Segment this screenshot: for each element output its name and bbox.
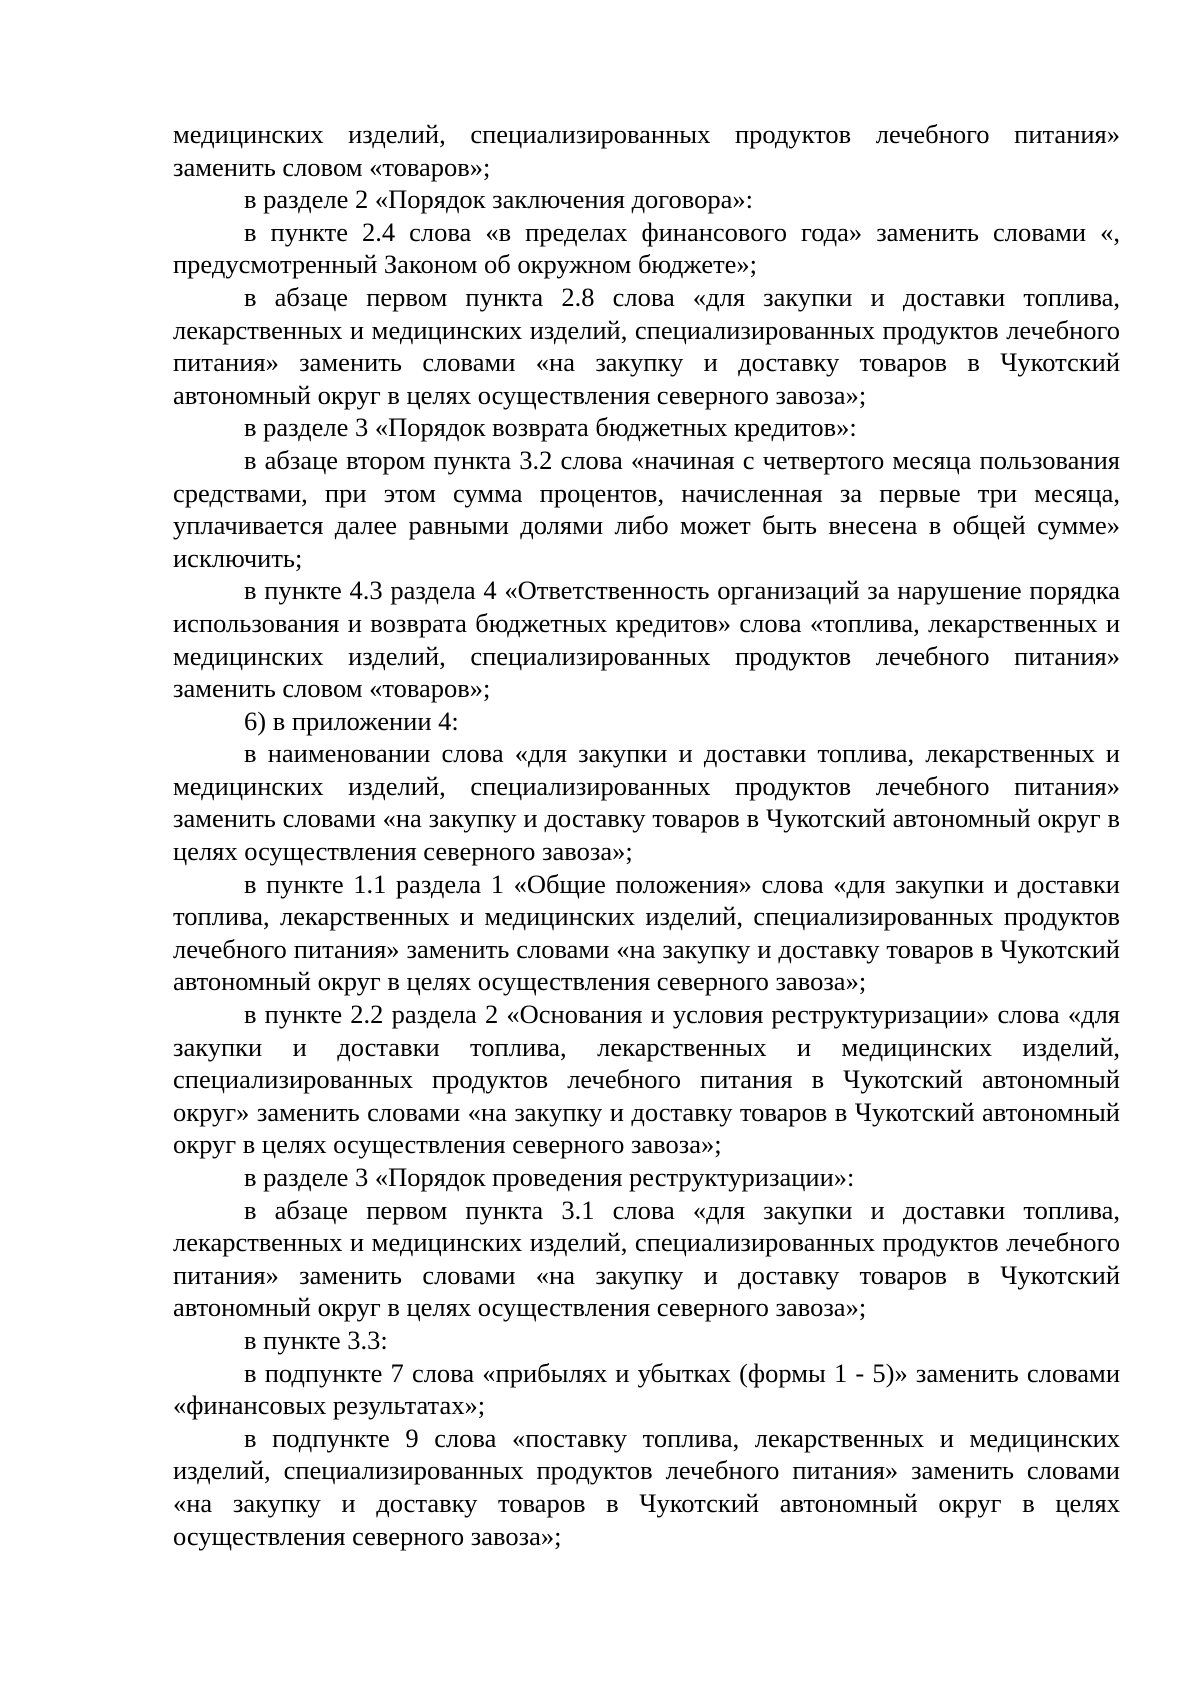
paragraph-point-4-3: в пункте 4.3 раздела 4 «Ответственность организаций за нарушение порядка использования и возврата бюджетных кредитов» слова «топлива, лекарственных и медицинских изделий, специализированных продуктов лечебного питания» заменить словом «товаров»; bbox=[173, 575, 1120, 704]
document-page bbox=[173, 118, 1120, 1552]
paragraph-point-1-1: в пункте 1.1 раздела 1 «Общие положения» слова «для закупки и доставки топлива, лекарственных и медицинских изделий, специализированных продуктов лечебного питания» заменить словами «на закупку и доставку товаров в Чукотский автономный округ в целях осуществления северного завоза»; bbox=[173, 868, 1120, 997]
paragraph-point-3-2: в абзаце втором пункта 3.2 слова «начиная с четвертого месяца пользования средствами, при этом сумма процентов, начисленная за первые три месяца, уплачивается далее равными долями либо может быть внесена в общей сумме» исключить; bbox=[173, 444, 1120, 573]
paragraph-point-2-8: в абзаце первом пункта 2.8 слова «для закупки и доставки топлива, лекарственных и медицинских изделий, специализированных продуктов лечебного питания» заменить словами «на закупку и доставку товаров в Чукотский автономный округ в целях осуществления северного завоза»; bbox=[173, 281, 1120, 410]
paragraph-subpoint-7: в подпункте 7 слова «прибылях и убытках (формы 1 - 5)» заменить словами «финансовых результатах»; bbox=[173, 1357, 1120, 1421]
paragraph-section-3-restructuring: в разделе 3 «Порядок проведения реструктуризации»: bbox=[244, 1162, 855, 1192]
paragraph-appendix-4: 6) в приложении 4: bbox=[244, 705, 459, 736]
paragraph-appendix-4-title: в наименовании слова «для закупки и доставки топлива, лекарственных и медицинских изделий, специализированных продуктов лечебного питания» заменить словами «на закупку и доставку товаров в Чукотский автономный округ в целях осуществления северного завоза»; bbox=[173, 738, 1120, 867]
paragraph-point-3-1: в абзаце первом пункта 3.1 слова «для закупки и доставки топлива, лекарственных и медицинских изделий, специализированных продуктов лечебного питания» заменить словами «на закупку и доставку товаров в Чукотский автономный округ в целях осуществления северного завоза»; bbox=[173, 1194, 1120, 1323]
paragraph-point-2-2: в пункте 2.2 раздела 2 «Основания и условия реструктуризации» слова «для закупки и доставки топлива, лекарственных и медицинских изделий, специализированных продуктов лечебного питания в Чукотский автономный округ» заменить словами «на закупку и доставку товаров в Чукотский автономный округ в целях осуществления северного завоза»; bbox=[173, 999, 1120, 1160]
paragraph-point-2-4: в пункте 2.4 слова «в пределах финансового года» заменить словами «, предусмотренный Законом об окружном бюджете»; bbox=[173, 216, 1120, 280]
paragraph-section-2-heading: в разделе 2 «Порядок заключения договора»: bbox=[244, 184, 753, 215]
paragraph-section-3-heading: в разделе 3 «Порядок возврата бюджетных кредитов»: bbox=[244, 412, 857, 443]
paragraph-continuation: медицинских изделий, специализированных продуктов лечебного питания» заменить словом «товаров»; bbox=[173, 119, 1120, 182]
paragraph-subpoint-9: в подпункте 9 слова «поставку топлива, лекарственных и медицинских изделий, специализированных продуктов лечебного питания» заменить словами «на закупку и доставку товаров в Чукотский автономный округ в целях осуществления северного завоза»; bbox=[173, 1422, 1120, 1551]
paragraph-point-3-3: в пункте 3.3: bbox=[244, 1324, 388, 1355]
